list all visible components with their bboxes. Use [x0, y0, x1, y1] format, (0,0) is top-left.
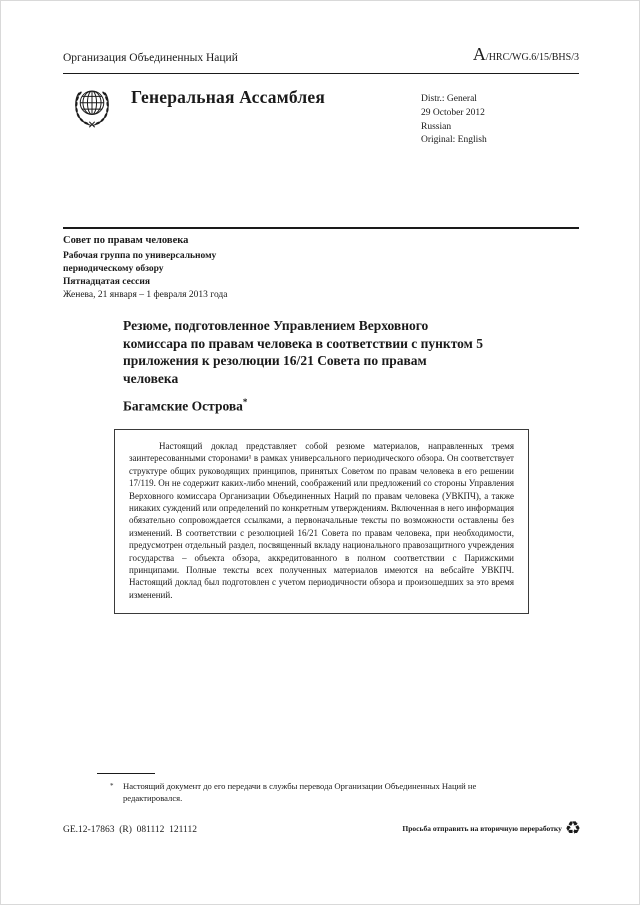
summary-text: Настоящий доклад представляет собой резюме материалов, направленных тремя заинтересованными сторонами¹ в рамках универсального периодического обзора. Он соответствует структуре общих руководящих принципов, принятых Советом по правам человека в его решении 17/119. Он не содержит каких-либо мнений, соображений или предложений со стороны Управления Верховного комиссара Организации Объединенных Наций по правам человека (УВКПЧ), а также никаких суждений или определений по конкретным утверждениям. Включенная в него информация обязательно сопровождается ссылками, а первоначальные тексты по возможности оставлены без изменений. В соответствии с резолюцией 16/21 Совета по правам человека, при необходимости, предусмотрен отдельный раздел, посвященный вкладу национального правозащитного учреждения государства – объекта обзора, аккредитованного в полном соответствии с Парижскими принципами. Полные тексты всех полученных материалов имеются на вебсайте УВКПЧ. Настоящий доклад был подготовлен с учетом периодичности обзора и произошедших за это время изменений. [129, 441, 514, 600]
country-name: Багамские Острова [123, 398, 243, 414]
header-rule [63, 73, 579, 74]
distribution-block [421, 93, 487, 148]
date-line: 29 October 2012 [421, 107, 485, 118]
document-title: Резюме, подготовленное Управлением Верховного комиссара по правам человека в соответствии с пунктом 5 приложения к резолюции 16/21 Совета по правам человека [123, 318, 483, 386]
document-symbol-rest: /HRC/WG.6/15/BHS/3 [485, 52, 579, 63]
footnote [110, 780, 525, 805]
language-line: Russian [421, 121, 452, 132]
working-group-name: Рабочая группа по универсальному периодическому обзору [63, 251, 217, 274]
assembly-title: Генеральная Ассамблея [131, 87, 325, 107]
recycle-note-text: Просьба отправить на вторичную переработку [402, 823, 562, 833]
ge-code: GE.12-17863 (R) 081112 121112 [63, 825, 197, 835]
distr-line: Distr.: General [421, 94, 477, 104]
country-footnote-marker: * [242, 397, 248, 407]
recycle-icon: ♻ [564, 818, 581, 838]
venue-dates: Женева, 21 января – 1 февраля 2013 года [63, 289, 228, 300]
document-symbol-letter: A [472, 44, 486, 64]
session-block [63, 234, 243, 301]
summary-box [114, 429, 529, 614]
org-name: Организация Объединенных Наций [63, 52, 238, 64]
masthead-rule [63, 227, 579, 229]
footnote-separator [97, 773, 155, 774]
footnote-text: Настоящий документ до его передачи в службы перевода Организации Объединенных Наций не редактировался. [123, 781, 477, 804]
recycle-note [402, 819, 581, 837]
session-number: Пятнадцатая сессия [63, 276, 150, 287]
document-symbol [473, 44, 579, 65]
country-heading [123, 397, 247, 415]
footnote-marker: * [110, 782, 114, 790]
un-emblem-icon [63, 80, 121, 140]
council-name: Совет по правам человека [63, 235, 189, 246]
original-line: Original: English [421, 135, 487, 146]
